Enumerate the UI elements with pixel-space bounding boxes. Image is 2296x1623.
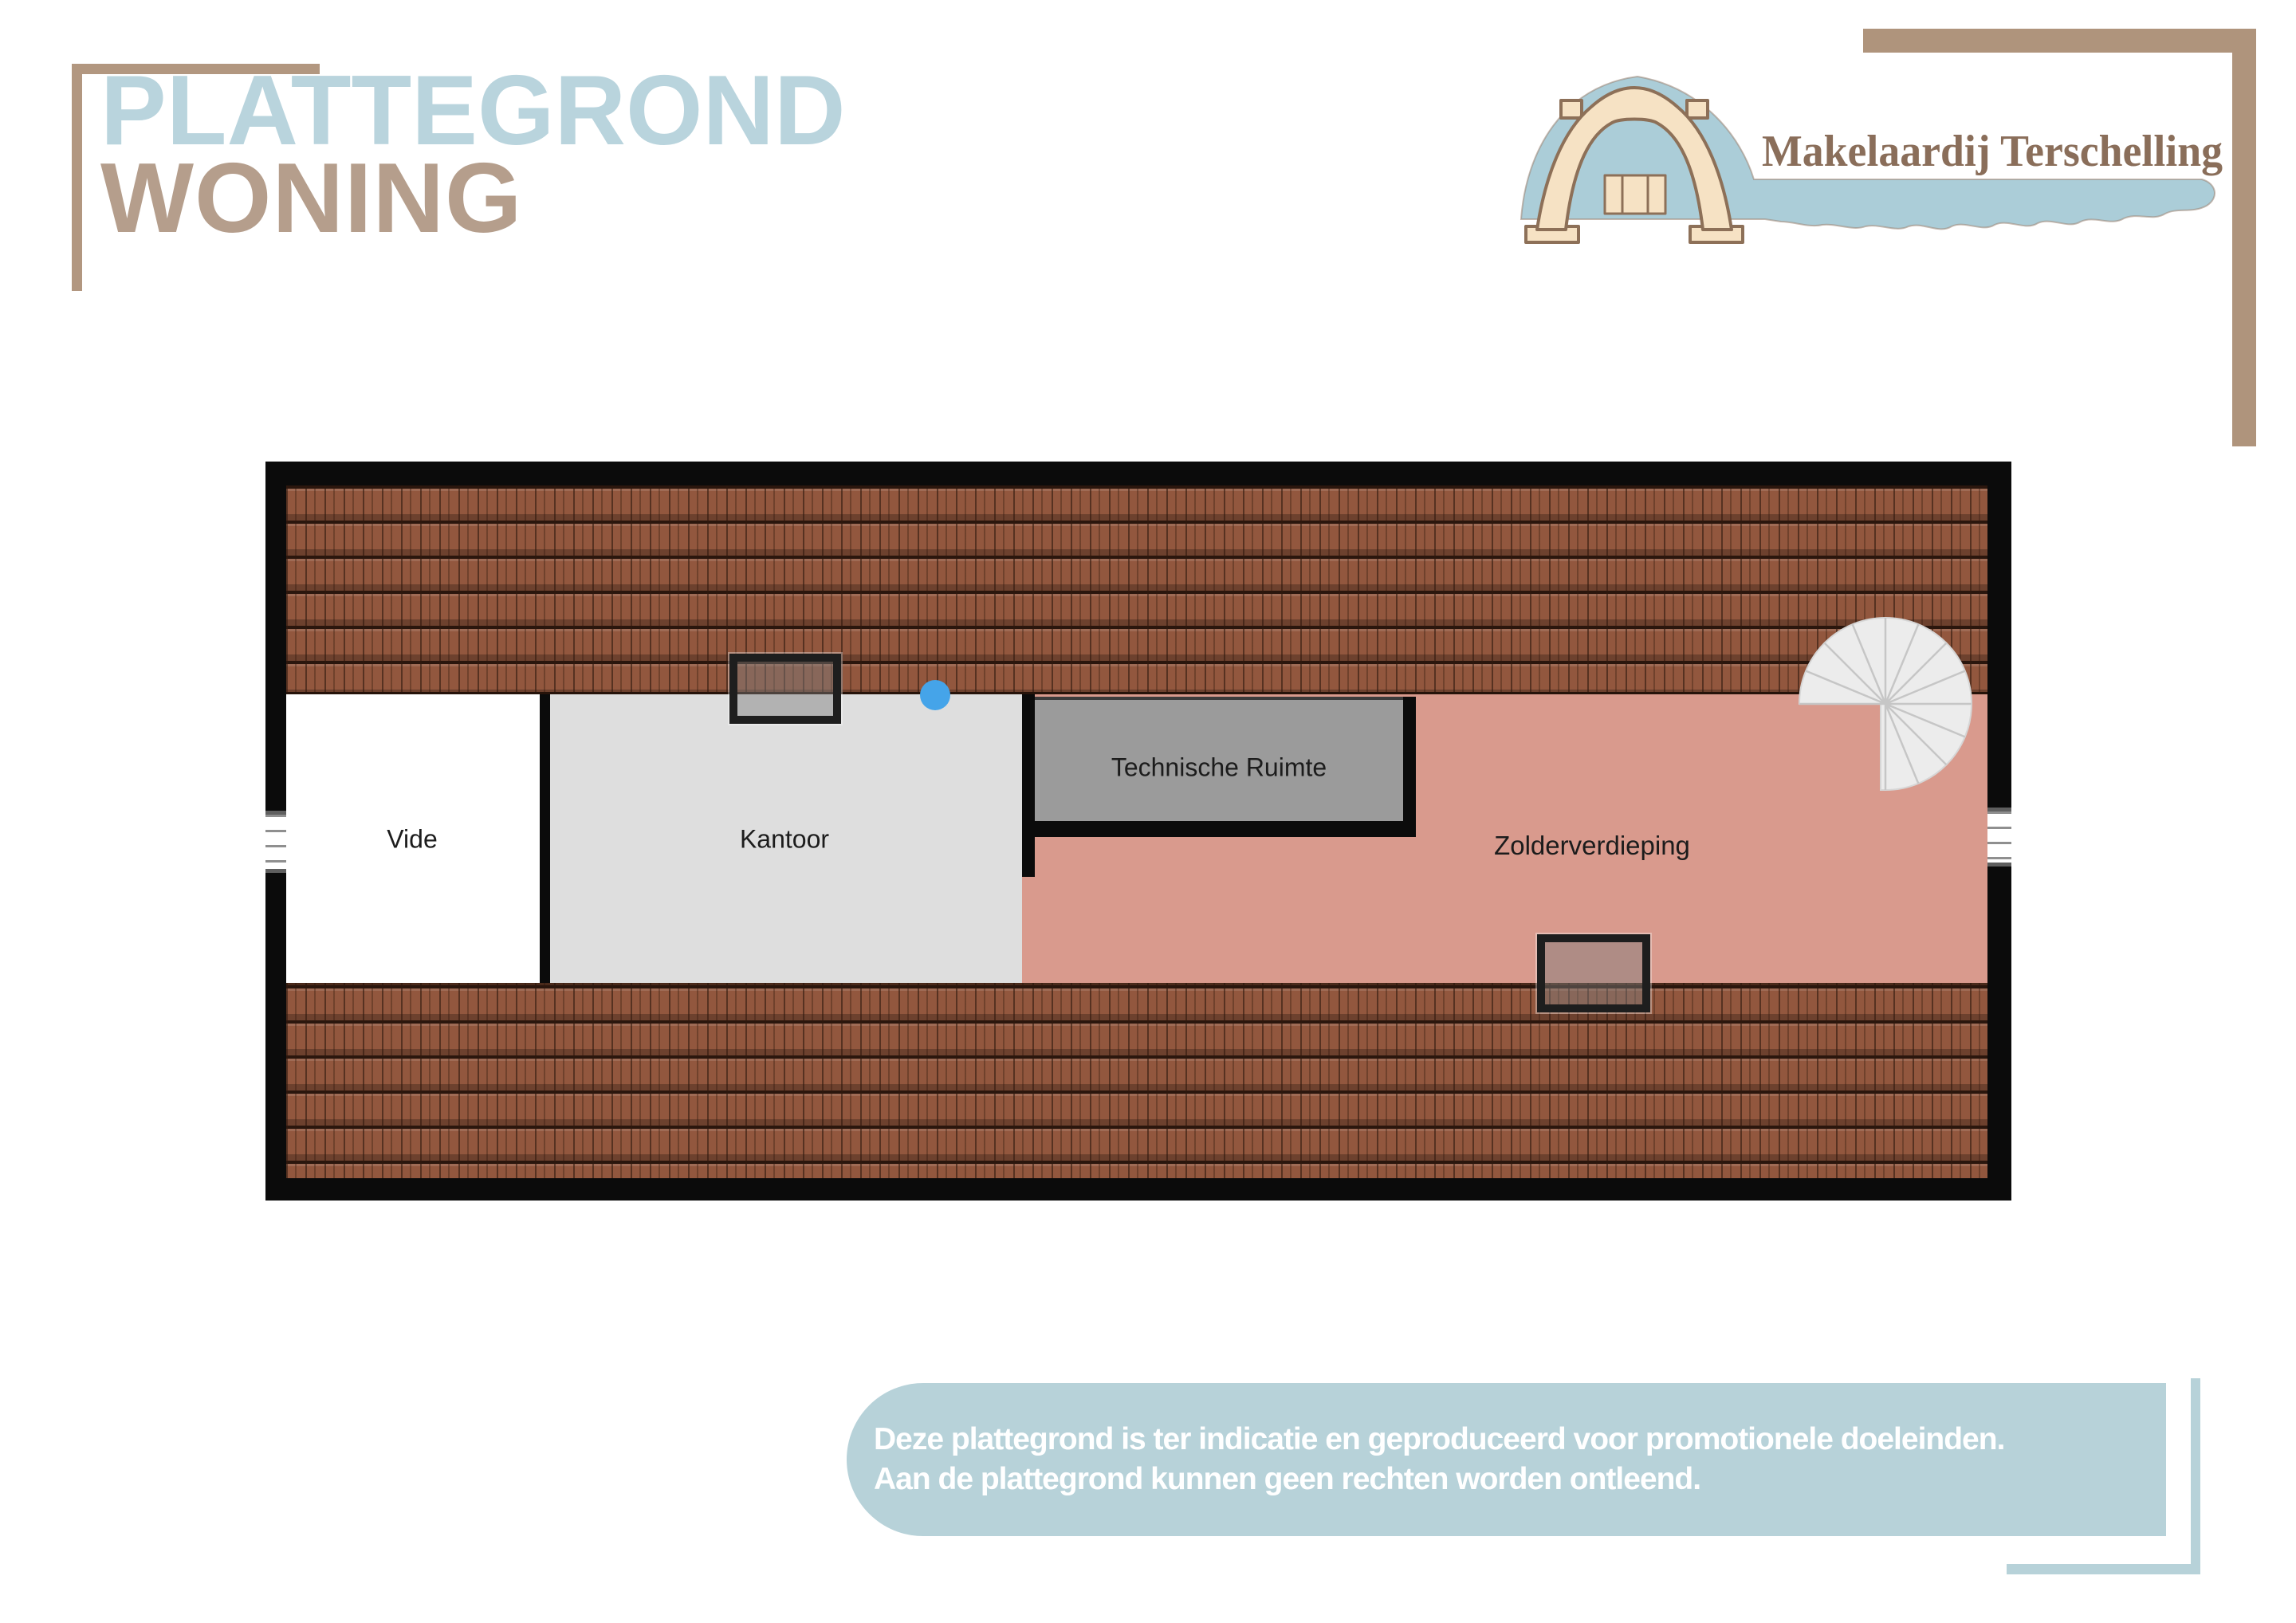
blue-location-dot [920,680,950,710]
room-label-vide: Vide [387,824,438,854]
disclaimer-box [847,1383,2166,1536]
page-title-line1: PLATTEGROND [100,56,846,166]
wall-technische-ruimte-right [1403,697,1416,821]
room-label-technische-ruimte: Technische Ruimte [1111,753,1327,782]
wall-vide-kantoor [540,694,550,983]
makelaardij-terschelling-logo [1518,57,2227,253]
logo-text: Makelaardij Terschelling [1762,127,2223,176]
roof-tiles-bottom [286,983,1987,1178]
disclaimer-line1: Deze plattegrond is ter indicatie en geproduceerd voor promotionele doeleinden. [874,1422,2005,1456]
roof-tiles-top [286,485,1987,694]
window-right-wall [1987,808,2011,867]
floorplan [265,462,2011,1201]
page-title [100,56,846,253]
wall-kantoor-zolder [1022,694,1035,877]
window-left-wall [265,811,286,873]
room-label-zolderverdieping: Zolderverdieping [1494,831,1690,860]
roof-window-bottom [1537,934,1650,1012]
disclaimer-line2: Aan de plattegrond kunnen geen rechten worden ontleend. [874,1462,1701,1496]
wall-technische-ruimte-bottom [1029,821,1416,837]
spiral-staircase-icon [1798,615,1976,800]
floorplan-interior [286,485,1987,1178]
room-label-kantoor: Kantoor [739,824,830,854]
roof-window-top [729,654,841,724]
page-title-line2: WONING [100,143,523,253]
